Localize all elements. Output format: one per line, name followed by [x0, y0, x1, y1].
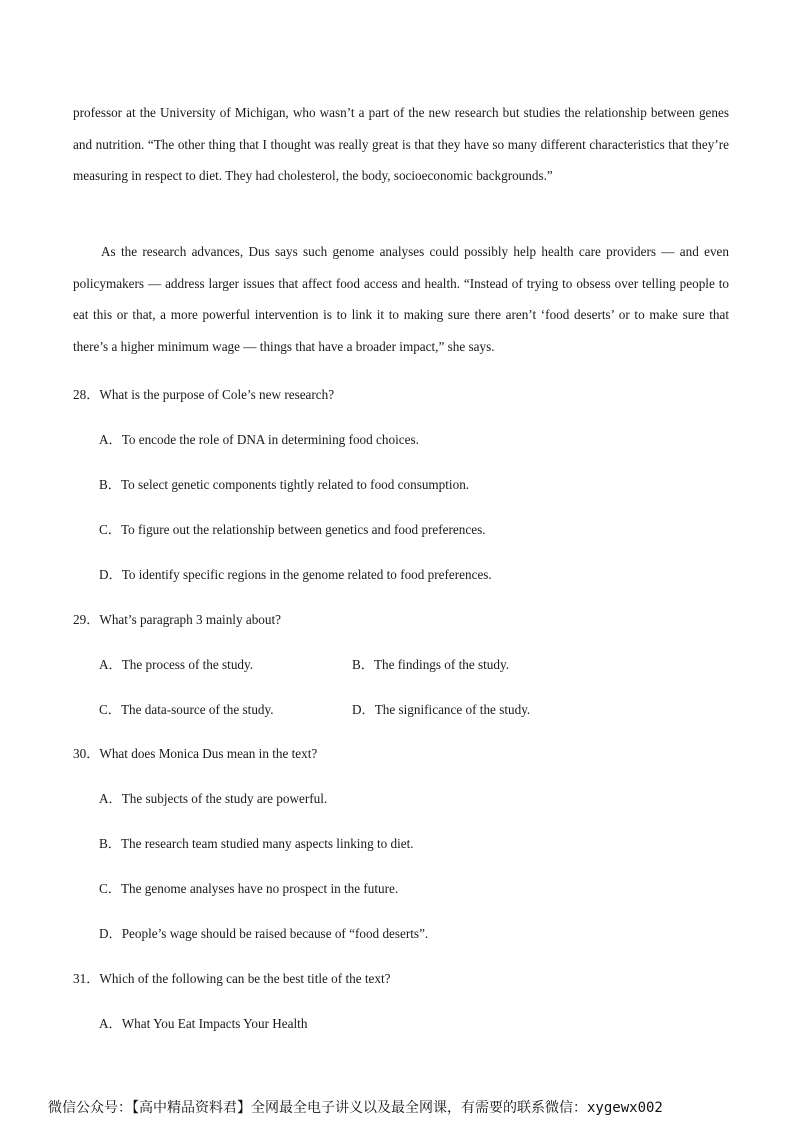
- question-31-option-a: A．What You Eat Impacts Your Health: [99, 1016, 308, 1031]
- question-29-stem: 29．What’s paragraph 3 mainly about?: [73, 612, 282, 627]
- footer-promo-text: 微信公众号：【高中精品资料君】全网最全电子讲义以及最全网课，有需要的联系微信：: [48, 1100, 587, 1116]
- question-28-option-d: D．To identify specific regions in the genome related to food preferences.: [99, 567, 492, 582]
- question-30-option-b: B．The research team studied many aspects linking to diet.: [99, 836, 414, 851]
- question-30-option-a: A．The subjects of the study are powerful.: [99, 791, 328, 806]
- question-30-stem: 30．What does Monica Dus mean in the text?: [73, 746, 318, 761]
- question-28-option-b: B．To select genetic components tightly related to food consumption.: [99, 477, 470, 492]
- question-28-stem: 28．What is the purpose of Cole’s new research?: [73, 387, 335, 402]
- question-30-option-c: C．The genome analyses have no prospect in the future.: [99, 881, 399, 896]
- question-28-option-c: C．To figure out the relationship between genetics and food preferences.: [99, 522, 486, 537]
- question-28-option-a: A．To encode the role of DNA in determining food choices.: [99, 432, 419, 447]
- page-footer: [48, 1097, 663, 1117]
- passage-paragraph-1: professor at the University of Michigan, who wasn’t a part of the new research but studies the relationship between genes and nutrition. “The other thing that I thought was really great is that they have so many different characteristics that they’re measuring in respect to diet. They had cholesterol, the body, socioeconomic backgrounds.”: [73, 105, 729, 183]
- question-30-option-d: D．People’s wage should be raised because of “food deserts”.: [99, 926, 429, 941]
- question-29-option-a: A．The process of the study.: [99, 657, 254, 672]
- question-29-option-c: C．The data-source of the study.: [99, 702, 274, 717]
- question-29-option-d: D．The significance of the study.: [352, 702, 531, 717]
- question-29-option-b: B．The findings of the study.: [352, 657, 510, 672]
- passage-paragraph-2: As the research advances, Dus says such genome analyses could possibly help health care providers — and even policymakers — address larger issues that affect food access and health. “Instead of trying to obsess over telling people to eat this or that, a more powerful intervention is to link it to making sure there aren’t ‘food deserts’ or to make sure that there’s a higher minimum wage — things that have a broader impact,” she says.: [73, 244, 729, 354]
- footer-wechat-id: xygewx002: [587, 1100, 663, 1116]
- question-31-stem: 31．Which of the following can be the best title of the text?: [73, 971, 391, 986]
